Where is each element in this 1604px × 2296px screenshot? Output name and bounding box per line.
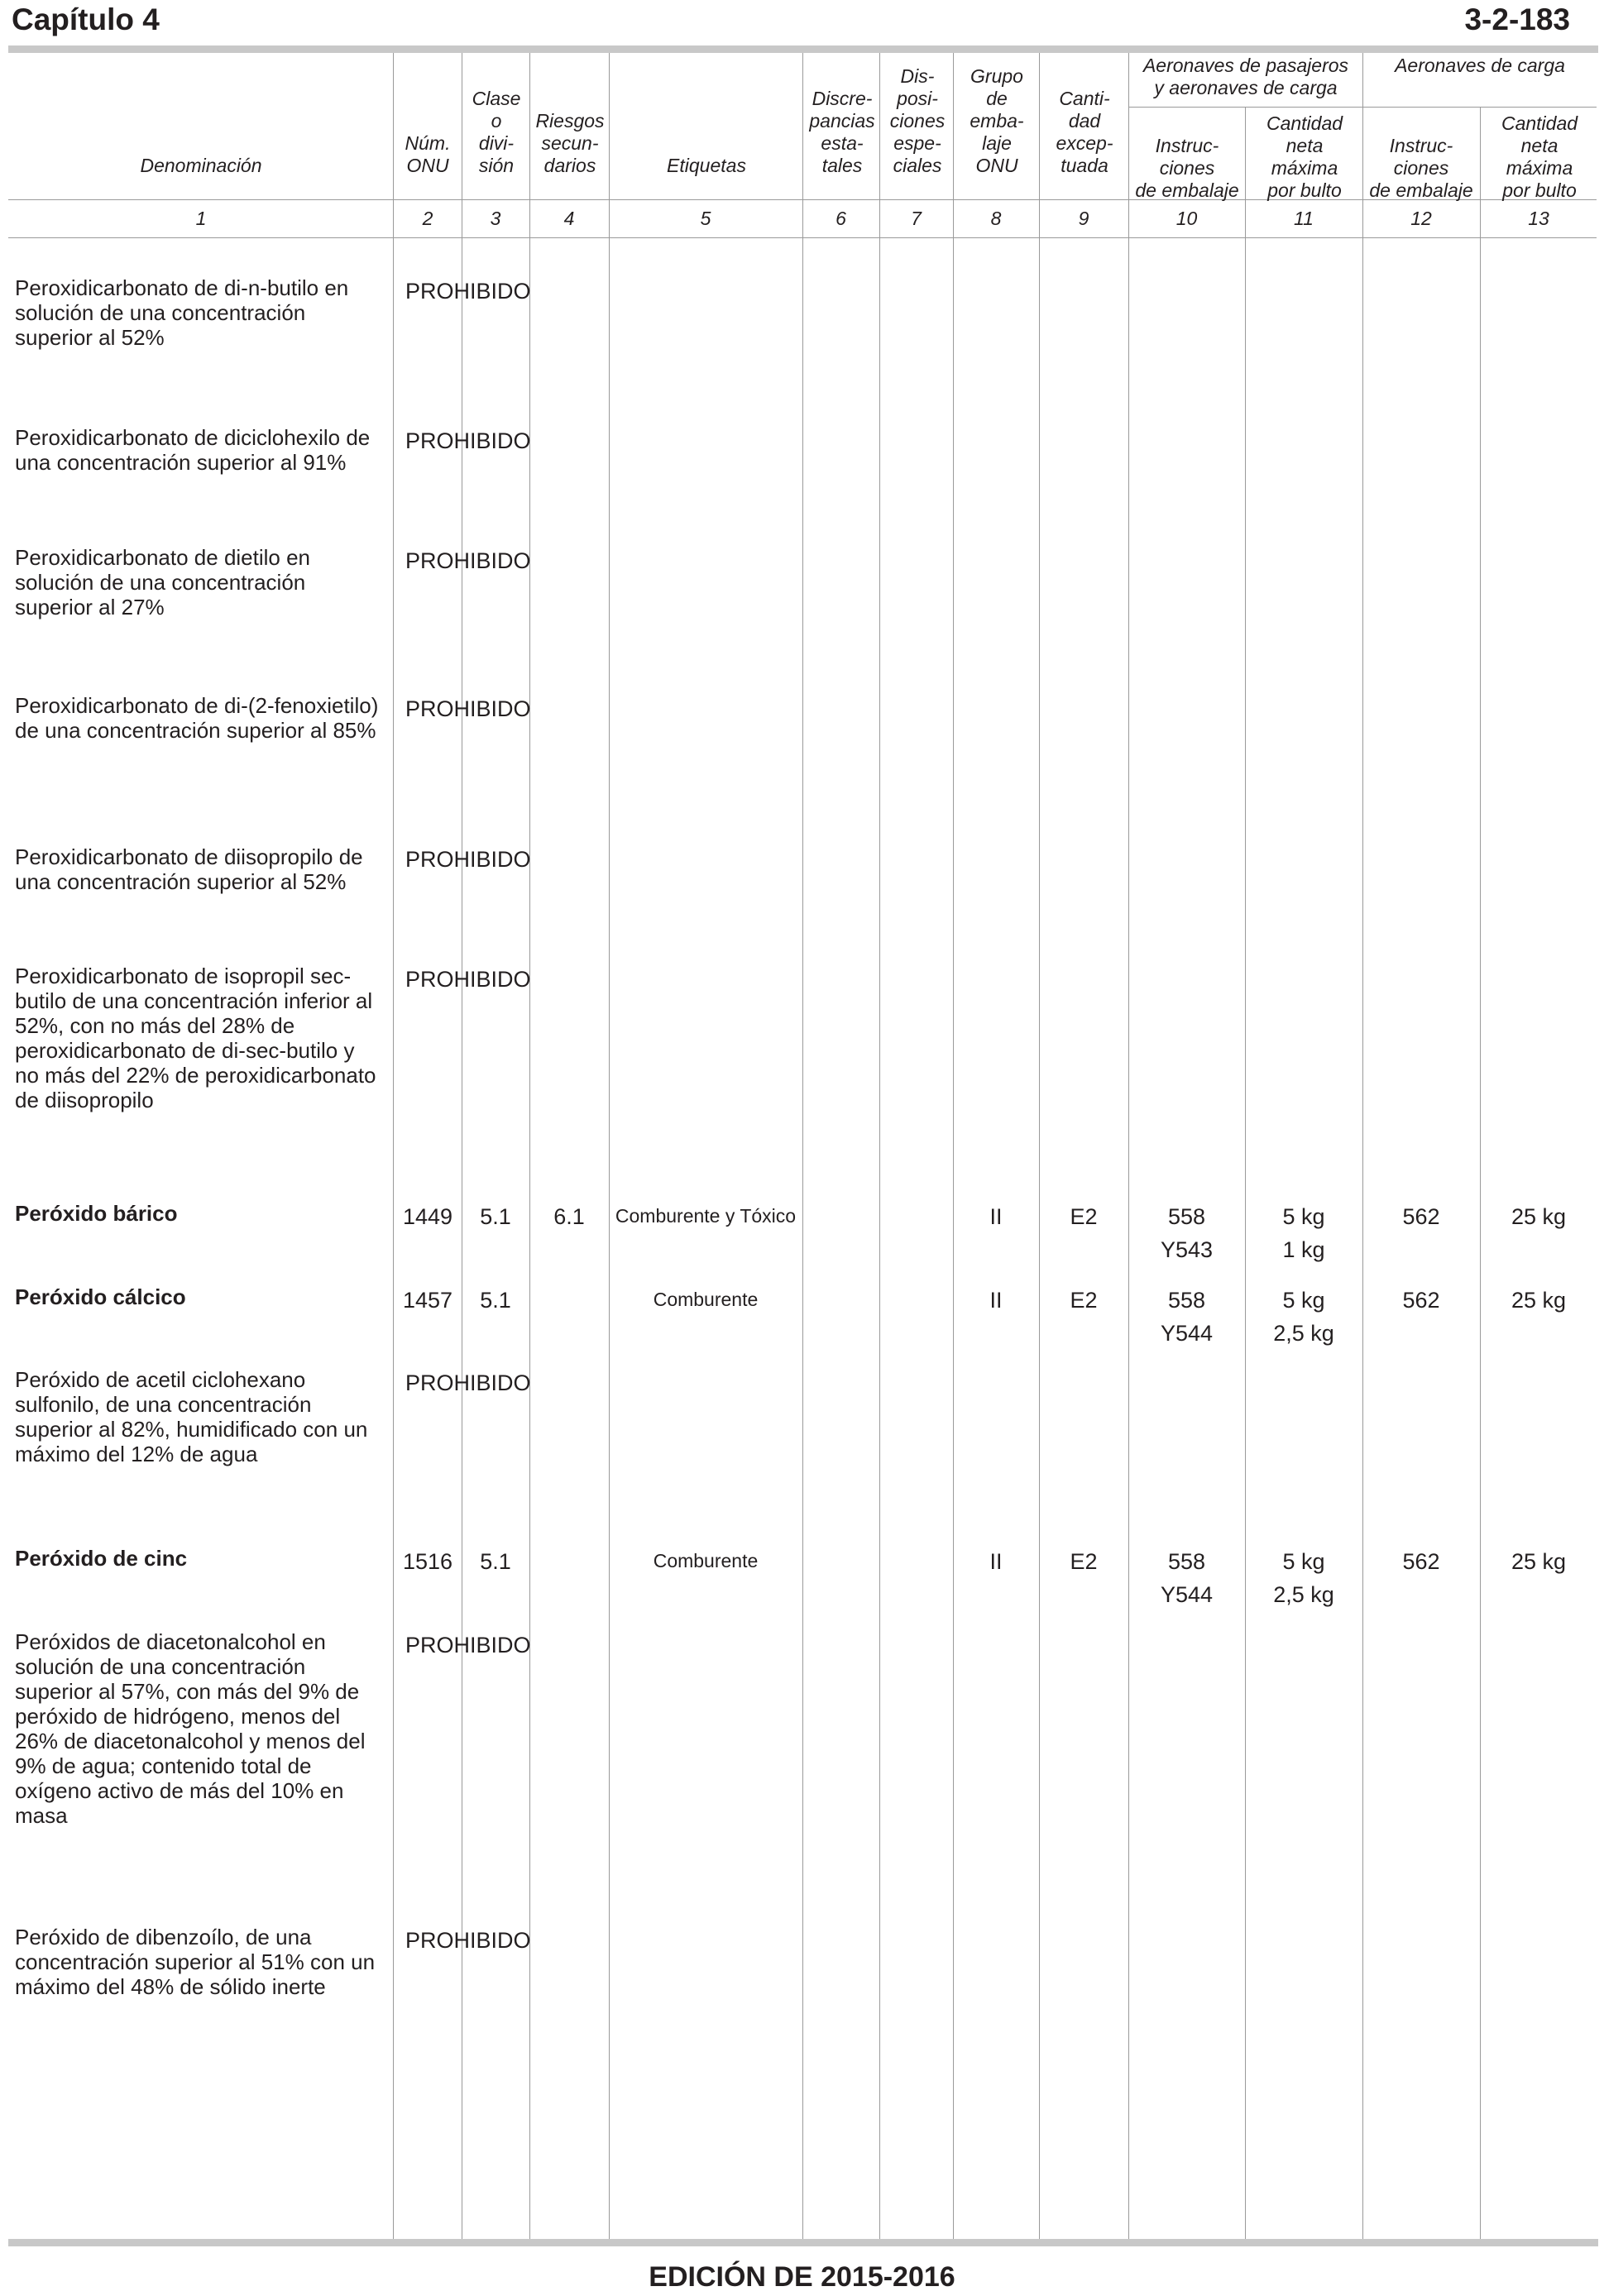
num-onu: 1449 [402,1204,453,1229]
col-divider [879,53,880,2240]
col-divider [802,53,803,2240]
col-num-onu: Núm. ONU [405,132,451,176]
row-denominacion: Peróxido de dibenzoílo, de una concentración superior al 51% con un máximo del 48% de sólido inerte [15,1925,376,1999]
col-number: 12 [1410,208,1432,229]
grupo-embalaje: II [989,1204,1003,1229]
col-number: 10 [1175,208,1198,229]
cantidad-carga: 25 kg [1511,1288,1567,1313]
col-cantidad-pasajeros: Cantidad neta máxima por bulto [1266,112,1343,201]
cantidad-pasajeros: 5 kg [1282,1288,1325,1313]
cantidad-exceptuada: E2 [1070,1204,1098,1229]
row-denominacion: Peroxidicarbonato de diisopropilo de una concentración superior al 52% [15,844,363,894]
grupo-embalaje: II [989,1549,1003,1574]
col-number: 8 [990,208,1002,229]
row-denominacion: Peróxido de acetil ciclohexano sulfonilo, de una concentración superior al 82%, humidificado con un máximo del 12% de agua [15,1367,368,1466]
row-denominacion: Peroxidicarbonato de isopropil sec-butilo de una concentración inferior al 52%, con no más del 28% de peroxidicarbonato de di-sec-butilo y no más del 22% de peroxidicarbonato de diisopropilo [15,964,376,1112]
cantidad-carga: 25 kg [1511,1204,1567,1229]
cantidad-pasajeros: 5 kg [1282,1204,1325,1229]
cantidad-pasajeros-y: 1 kg [1282,1237,1325,1262]
col-number: 6 [836,208,846,229]
col-number: 4 [563,208,575,229]
col-number: 13 [1528,208,1549,229]
row-denominacion: Peroxidicarbonato de di-n-butilo en solución de una concentración superior al 52% [15,275,349,350]
row-denominacion: Peróxidos de diacetonalcohol en solución de una concentración superior al 57%, con más del 9% de peróxido de hidrógeno, menos del 26% de diacetonalcohol y menos del 9% de agua; contenido total de oxígeno activo de más del 10% en masa [15,1629,366,1828]
col-divider [1128,53,1129,2240]
col-cantidad-exceptuada: Canti- dad excep- tuada [1056,88,1113,176]
instrucciones-pasajeros: 558 [1167,1204,1206,1229]
prohibido-label: PROHIBIDO [405,548,531,573]
col-number: 7 [911,208,922,229]
chapter-title: Capítulo 4 [12,2,160,36]
cantidad-exceptuada: E2 [1070,1549,1098,1574]
row-denominacion: Peroxidicarbonato de dietilo en solución de una concentración superior al 27% [15,545,311,619]
col-number: 1 [195,208,207,229]
col-clase: Clase o divi- sión [472,88,521,176]
col-divider [609,53,610,2240]
col-disposiciones: Dis- posi- ciones espe- ciales [889,65,946,176]
col-riesgos: Riesgos secun- darios [535,110,605,176]
riesgos-secundarios: 6.1 [553,1204,585,1229]
bottom-rule [8,2239,1598,2246]
cantidad-carga: 25 kg [1511,1549,1567,1574]
num-onu: 1516 [402,1549,453,1574]
cantidad-pasajeros-y: 2,5 kg [1273,1582,1334,1607]
col-divider [529,53,530,2240]
edition-footer: EDICIÓN DE 2015-2016 [649,2261,955,2293]
cantidad-exceptuada: E2 [1070,1288,1098,1313]
cantidad-pasajeros: 5 kg [1282,1549,1325,1574]
row-denominacion: Peroxidicarbonato de di-(2-fenoxietilo) de una concentración superior al 85% [15,693,379,743]
col-number: 9 [1078,208,1089,229]
prohibido-label: PROHIBIDO [405,696,531,721]
col-denominacion: Denominación [140,155,262,176]
instrucciones-carga: 562 [1402,1549,1440,1574]
prohibido-label: PROHIBIDO [405,1633,531,1657]
col-cantidad-carga: Cantidad neta máxima por bulto [1501,112,1578,201]
prohibido-label: PROHIBIDO [405,847,531,872]
col-number: 3 [490,208,501,229]
instrucciones-carga: 562 [1402,1288,1440,1313]
etiquetas: Comburente [653,1550,759,1571]
grupo-embalaje: II [989,1288,1003,1313]
number-rule [8,237,1597,238]
col-divider [1480,108,1481,2240]
col-divider [393,53,394,2240]
col-divider [1362,53,1363,2240]
col-group-pasajeros: Aeronaves de pasajeros y aeronaves de carga [1142,55,1349,98]
prohibido-label: PROHIBIDO [405,428,531,453]
group-rule [1128,107,1597,108]
clase: 5.1 [480,1204,511,1229]
instrucciones-pasajeros: 558 [1167,1288,1206,1313]
instrucciones-pasajeros: 558 [1167,1549,1206,1574]
col-divider [1039,53,1040,2240]
row-denominacion: Peróxido de cinc [15,1546,188,1571]
col-number: 5 [700,208,711,229]
col-group-carga: Aeronaves de carga [1395,55,1565,76]
num-onu: 1457 [402,1288,453,1313]
row-denominacion: Peróxido cálcico [15,1284,186,1309]
col-divider [1245,108,1246,2240]
prohibido-label: PROHIBIDO [405,279,531,304]
prohibido-label: PROHIBIDO [405,1928,531,1953]
row-denominacion: Peróxido bárico [15,1201,178,1226]
prohibido-label: PROHIBIDO [405,967,531,992]
col-discrepancias: Discre- pancias esta- tales [809,88,875,176]
top-rule [8,45,1598,53]
instrucciones-pasajeros-y: Y544 [1160,1582,1214,1607]
instrucciones-carga: 562 [1402,1204,1440,1229]
col-etiquetas: Etiquetas [667,155,746,176]
etiquetas: Comburente [653,1289,759,1310]
instrucciones-pasajeros-y: Y543 [1160,1237,1214,1262]
clase: 5.1 [480,1549,511,1574]
etiquetas: Comburente y Tóxico [615,1205,797,1227]
prohibido-label: PROHIBIDO [405,1370,531,1395]
instrucciones-pasajeros-y: Y544 [1160,1321,1214,1346]
col-number: 11 [1294,208,1314,229]
clase: 5.1 [480,1288,511,1313]
col-grupo: Grupo de emba- laje ONU [970,65,1024,176]
col-instrucciones-carga: Instruc- ciones de embalaje [1369,135,1473,201]
col-instrucciones-pasajeros: Instruc- ciones de embalaje [1135,135,1239,201]
row-denominacion: Peroxidicarbonato de diciclohexilo de una concentración superior al 91% [15,425,371,475]
col-divider [953,53,954,2240]
page-reference: 3-2-183 [1464,2,1570,36]
cantidad-pasajeros-y: 2,5 kg [1273,1321,1334,1346]
col-number: 2 [422,208,433,229]
